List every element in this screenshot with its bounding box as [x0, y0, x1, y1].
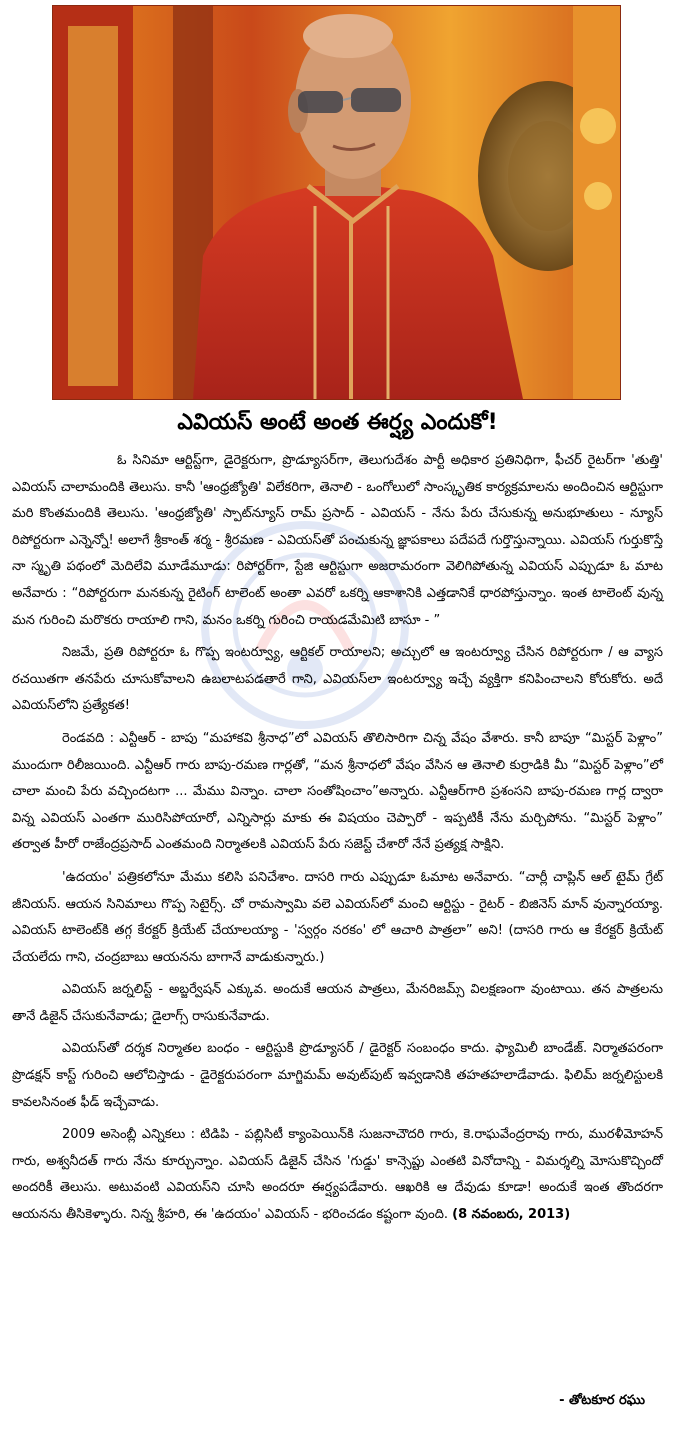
- article-paragraph-last: [12, 1122, 663, 1228]
- article-date: (8 నవంబరు, 2013): [452, 1207, 571, 1223]
- article-paragraph: ఎవియస్‌తో దర్శక నిర్మాతల బంధం - ఆర్టిస్టుకి ప్రొడ్యూసర్ / డైరెక్టర్ సంబంధం కాదు. ఫ్యామిలీ బాండేజ్. నిర్మాతపరంగా ప్రొడక్షన్ కాస్ట్ గురించి ఆలోచిస్తాడు - డైరెక్టరుపరంగా మాగ్జిమమ్ అవుట్‌పుట్ ఇవ్వడానికి తహతహలాడేవాడు. ఫిలిమ్ జర్నలిస్టులకి కావలసినంత ఫీడ్ ఇచ్చేవాడు.: [12, 1041, 663, 1110]
- article-paragraph: 2009 అసెంబ్లీ ఎన్నికలు : టిడిపి - పబ్లిసిటీ క్యాంపెయిన్‌కి సుజనాచౌదరి గారు, కె.రాఘవేంద్రరావు గారు, మురళీమోహన్ గారు, అశ్వనీదత్ గారు నేను కూర్చున్నాం. ఎవియస్ డిజైన్ చేసిన 'గుడ్డు' కాన్సెప్టు ఎంతటి వినోదాన్ని - విమర్శల్ని మోసుకొచ్చిందో అందరికీ తెలుసు. అటువంటి ఎవియస్‌ని చూసి అందరూ ఈర్ష్యపడేవారు. ఆఖరికి ఆ దేవుడు కూడా! అందుకే ఇంత తొందరగా ఆయనను తీసికెళ్ళారు. నిన్న శ్రీహరి, ఈ 'ఉదయం' ఎవియస్ - భరించడం కష్టంగా వుంది.: [12, 1127, 663, 1223]
- article-paragraph: రెండవది : ఎన్టీఆర్ - బాపు “మహాకవి శ్రీనాధ”లో ఎవియస్ తొలిసారిగా చిన్న వేషం వేశారు. కానీ బాపూ “మిస్టర్ పెళ్లాం” ముందుగా రిలీజయింది. ఎన్టీఆర్ గారు బాపు-రమణ గార్లతో, “మన శ్రీనాధలో వేషం వేసిన ఆ తెనాలి కుర్రాడికి మీ “మిస్టర్ పెళ్లాం”లో చాలా మంచి పేరు వచ్చిందటగా ... మేము విన్నాం. చాలా సంతోషించాం”అన్నారు. ఎన్టీఆర్‌గారి ప్రశంసని బాపు-రమణ గార్ల ద్వారా విన్న ఎవియస్ ఎంతగా మురిసిపోయారో, ఎన్నిసార్లు మాకు ఈ విషయం చెప్పారో - ఇప్పటికీ నేను మర్చిపోను. “మిస్టర్ పెళ్లాం” తర్వాత హీరో రాజేంద్రప్రసాద్ ఎంతమంది నిర్మాతలకి ఎవియస్ పేరు సజెస్ట్ చేశారో నేనే ప్రత్యక్ష సాక్షిని.: [12, 730, 663, 853]
- article-paragraph: నిజమే, ప్రతి రిపోర్టరూ ఓ గొప్ప ఇంటర్వ్యూ, ఆర్టికల్ రాయాలని; అచ్చులో ఆ ఇంటర్వ్యూ చేసిన రిపోర్టరుగా / ఆ వ్యాస రచయితగా తనపేరు చూసుకోవాలని ఉబలాటపడతారే గాని, ఎవియస్‌లా ఇంటర్వ్యూ ఇచ్చే వ్యక్తిగా కనిపించాలని కోరుకోరు. అదే ఎవియస్‌లోని ప్రత్యేకత!: [12, 645, 663, 714]
- portrait-image: [53, 6, 620, 399]
- article-paragraph: ఓ సినిమా ఆర్టిస్ట్‌గా, డైరెక్టరుగా, ప్రొడ్యూసర్‌గా, తెలుగుదేశం పార్టీ అధికార ప్రతినిధిగా, ఫీచర్ రైటర్‌గా 'తుత్తి' ఎవియస్ చాలామందికి తెలుసు. కానీ 'ఆంధ్రజ్యోతి' విలేకరిగా, తెనాలి - ఒంగోలులో సాంస్కృతిక కార్యక్రమాలను అందించిన ఆర్టిస్టుగా మరి కొంతమందికి తెలుసు. 'ఆంధ్రజ్యోతి' స్పాట్‌న్యూస్ రామ్ ప్రసాద్ - ఎవియస్ - నేను పేరు చేసుకున్న అనుభూతులు - న్యూస్ రిపోర్టరుగా ఎన్నెన్నో! అలాగే శ్రీకాంత్ శర్మ - శ్రీరమణ - ఎవియస్‌తో పంచుకున్న జ్ఞాపకాలు పదేపదే గుర్తొస్తున్నాయి. ఎవియస్ గుర్తుకొస్తే నా స్మృతి పథంలో మెదిలేవి మూడేమూడు: రిపోర్టర్‌గా, స్టేజి ఆర్టిస్టుగా అజరామరంగా వెలిగిపోతున్న ఎవియస్ ఎప్పుడూ ఓ మాట అనేవారు : “రిపోర్టరుగా మనకున్న రైటింగ్ టాలెంట్ అంతా ఎవరో ఒకర్ని ఆకాశానికి ఎత్తడానికే ధారపోస్తున్నాం. ఇంత టాలెంట్ వున్న మన గురించి మరొకరు రాయాలి గాని, మనం ఒకర్ని గురించి రాయడమేమిటి బాసూ - ”: [12, 453, 663, 628]
- author-byline: - తోటకూర రఘు: [559, 1393, 645, 1408]
- article-photo: [52, 5, 621, 400]
- article-body: [12, 448, 663, 1235]
- article-headline: ఎవియస్ అంటే అంత ఈర్ష్య ఎందుకో!: [177, 410, 498, 435]
- article-paragraph: ఎవియస్ జర్నలిస్ట్ - అబ్జర్వేషన్ ఎక్కువ. అందుకే ఆయన పాత్రలు, మేనరిజమ్స్ విలక్షణంగా వుంటాయి. తన పాత్రలను తానే డిజైన్ చేసుకునేవాడు; డైలాగ్స్ రాసుకునేవాడు.: [12, 982, 663, 1024]
- article-paragraph: 'ఉదయం' పత్రికలోనూ మేము కలిసి పనిచేశాం. దాసరి గారు ఎప్పుడూ ఓమాట అనేవారు. “చార్లీ చాప్లిన్ ఆల్ టైమ్ గ్రేట్ జీనియస్. ఆయన సినిమాలు గొప్ప సెటైర్స్. చో రామస్వామి వలె ఎవియస్‌లో మంచి ఆర్టిస్టు - రైటర్ - బిజినెస్ మాన్ వున్నారయ్యా. ఎవియస్ టాలెంట్‌కి తగ్గ కేరక్టర్ క్రియేట్ చేయాలయ్యా - 'స్వర్గం నరకం' లో ఆచారి పాత్రలా” అని! (దాసరి గారు ఆ కేరక్టర్ క్రియేట్ చేయలేదు గాని, చంద్రబాబు ఆయనను బాగానే వాడుకున్నారు.): [12, 869, 663, 965]
